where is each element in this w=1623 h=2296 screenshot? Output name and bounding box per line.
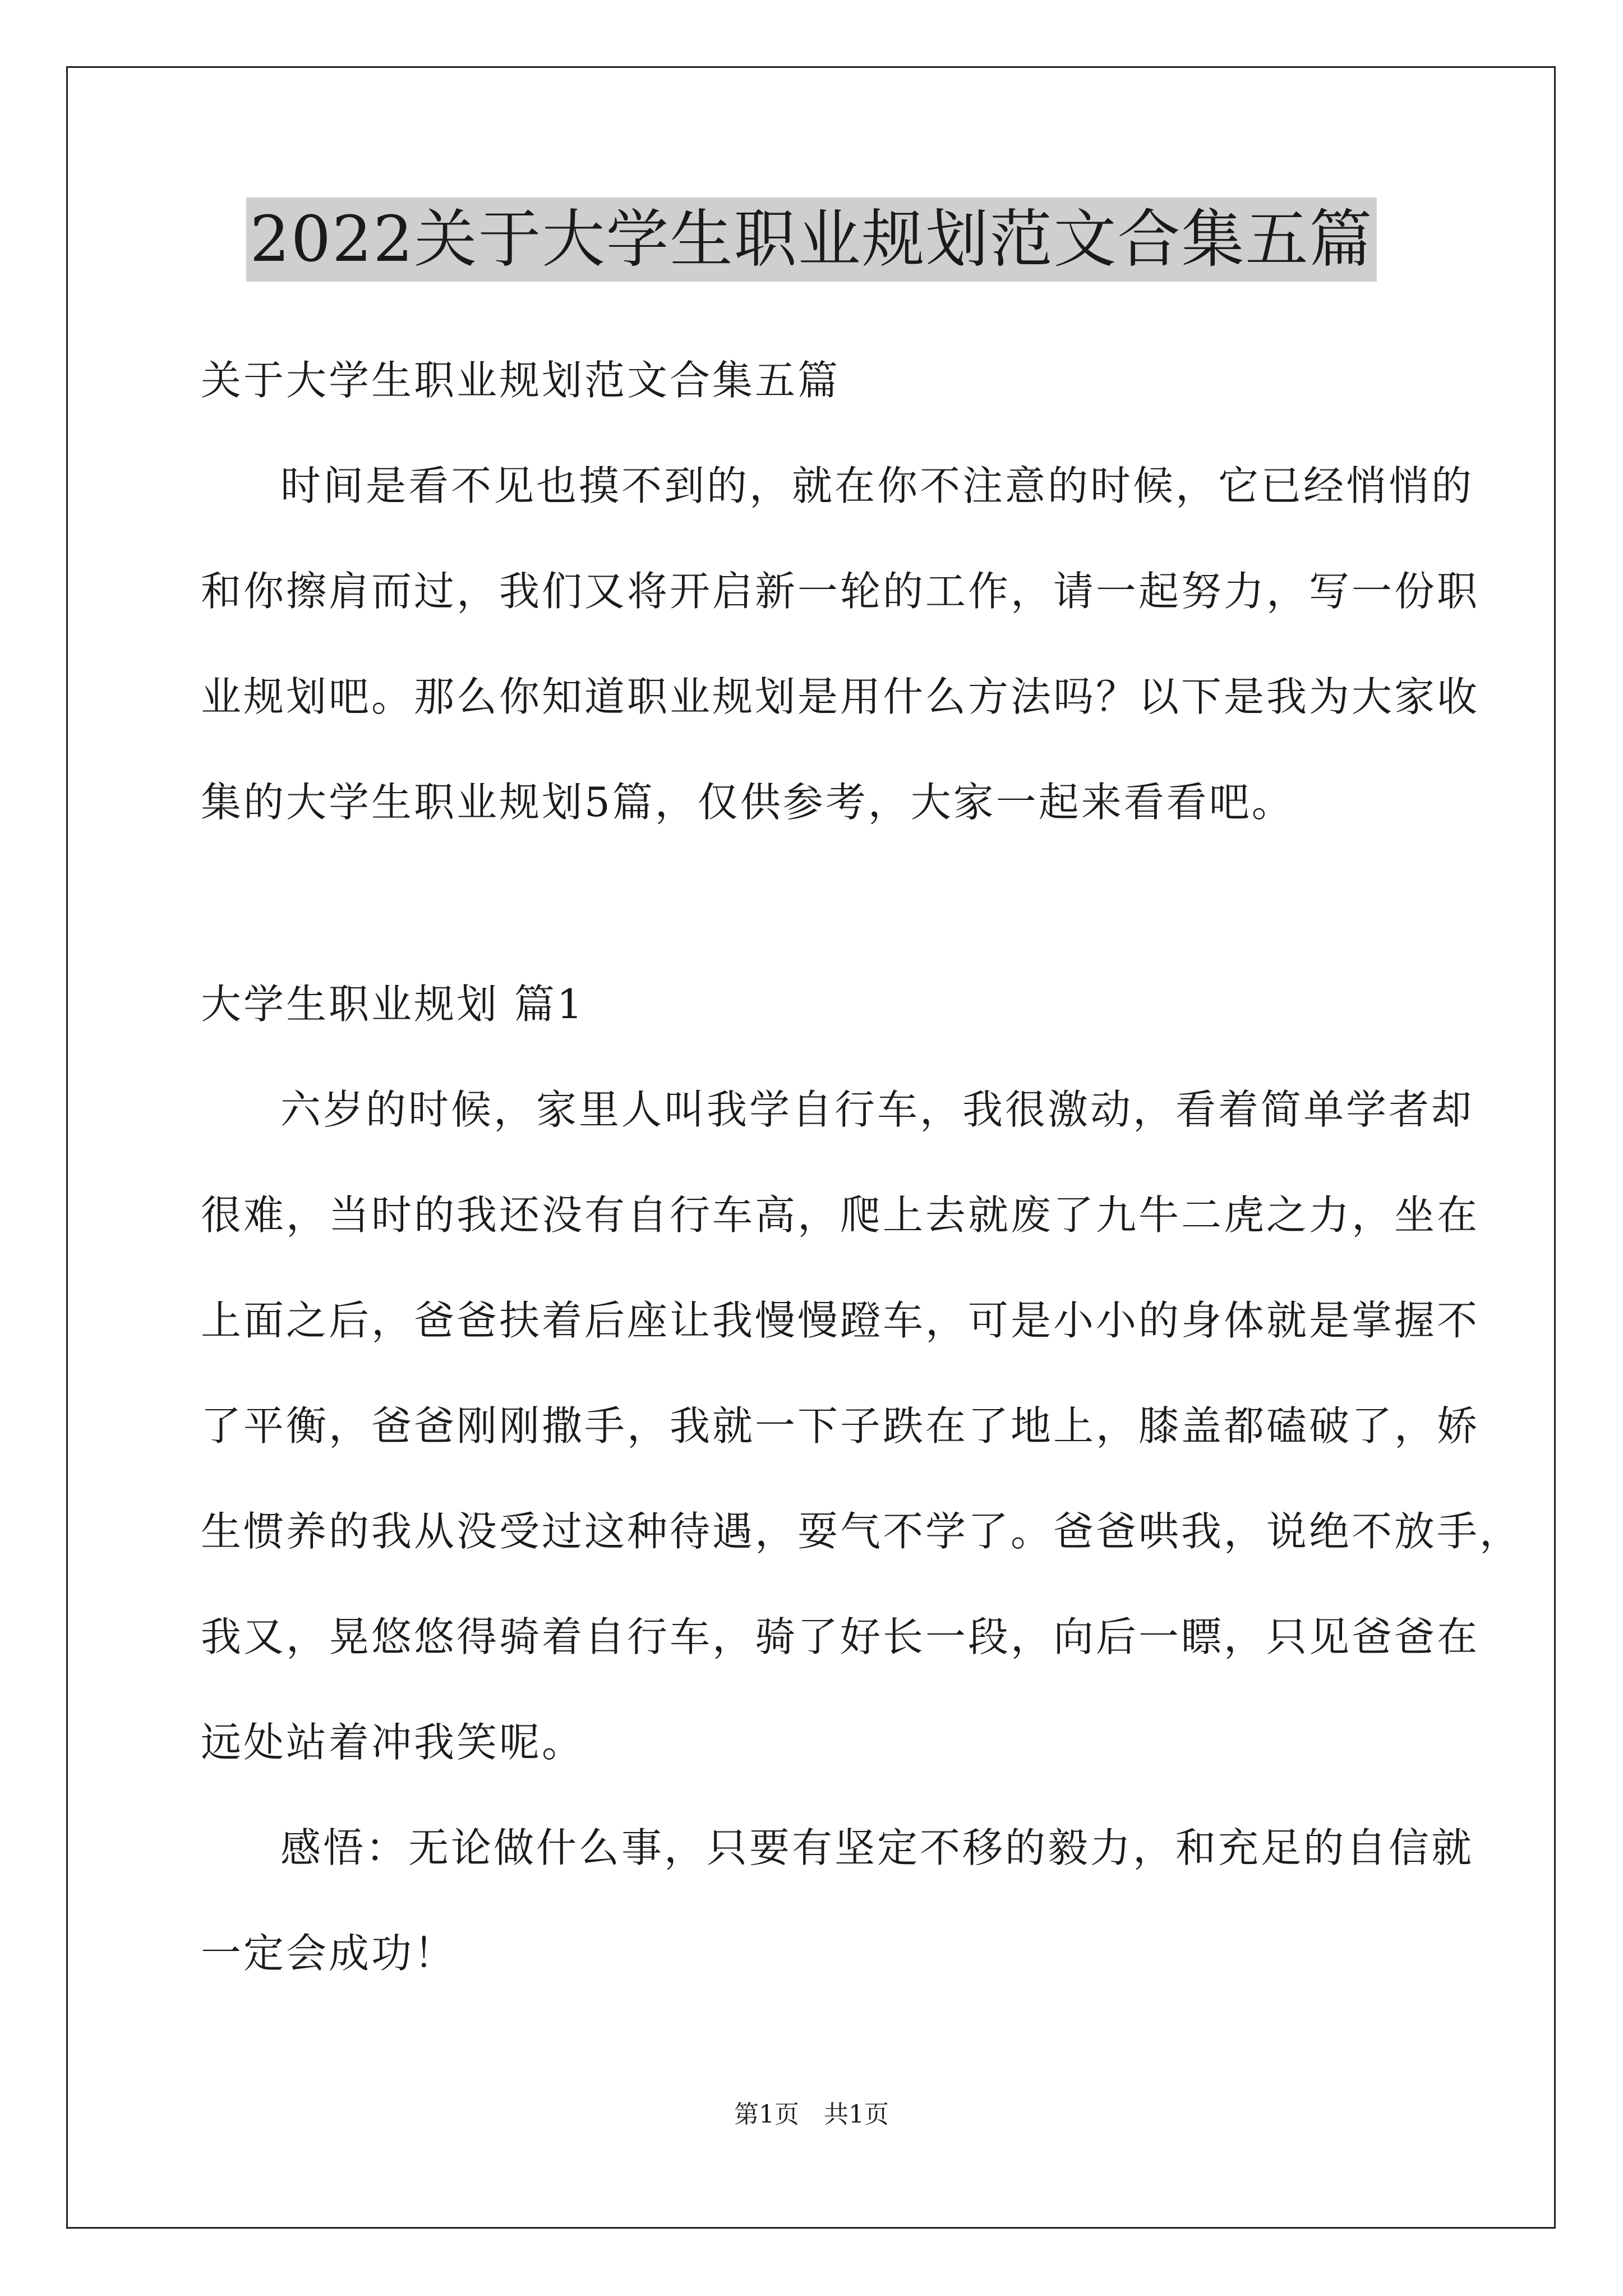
- reflection-line: 一定会成功！: [201, 1930, 457, 1977]
- section-paragraph-line: 很难，当时的我还没有自行车高，爬上去就废了九牛二虎之力，坐在: [201, 1191, 1480, 1239]
- section-heading: 大学生职业规划 篇1: [201, 981, 585, 1028]
- intro-line: 集的大学生职业规划5篇，仅供参考，大家一起来看看吧。: [201, 779, 1294, 826]
- section-paragraph-line: 六岁的时候，家里人叫我学自行车，我很激动，看着简单学者却: [280, 1086, 1474, 1133]
- intro-line: 业规划吧。那么你知道职业规划是用什么方法吗？以下是我为大家收: [201, 673, 1480, 720]
- section-paragraph-line: 了平衡，爸爸刚刚撒手，我就一下子跌在了地上，膝盖都磕破了，娇: [201, 1402, 1480, 1450]
- section-paragraph-line: 上面之后，爸爸扶着后座让我慢慢蹬车，可是小小的身体就是掌握不: [201, 1297, 1480, 1344]
- section-paragraph-line: 生惯养的我从没受过这种待遇，耍气不学了。爸爸哄我，说绝不放手，: [201, 1508, 1523, 1555]
- intro-line: 和你擦肩而过，我们又将开启新一轮的工作，请一起努力，写一份职: [201, 568, 1480, 615]
- section-paragraph-line: 远处站着冲我笑呢。: [201, 1719, 585, 1766]
- section-paragraph-line: 我又，晃悠悠得骑着自行车，骑了好长一段，向后一瞟，只见爸爸在: [201, 1613, 1480, 1660]
- intro-line: 时间是看不见也摸不到的，就在你不注意的时候，它已经悄悄的: [280, 462, 1474, 509]
- page-footer: 第1页 共1页: [734, 2100, 889, 2129]
- document-title: 2022关于大学生职业规划范文合集五篇: [246, 197, 1376, 282]
- reflection-line: 感悟：无论做什么事，只要有坚定不移的毅力，和充足的自信就: [280, 1824, 1474, 1871]
- document-title-block: [0, 197, 1623, 282]
- document-subtitle: 关于大学生职业规划范文合集五篇: [201, 357, 841, 404]
